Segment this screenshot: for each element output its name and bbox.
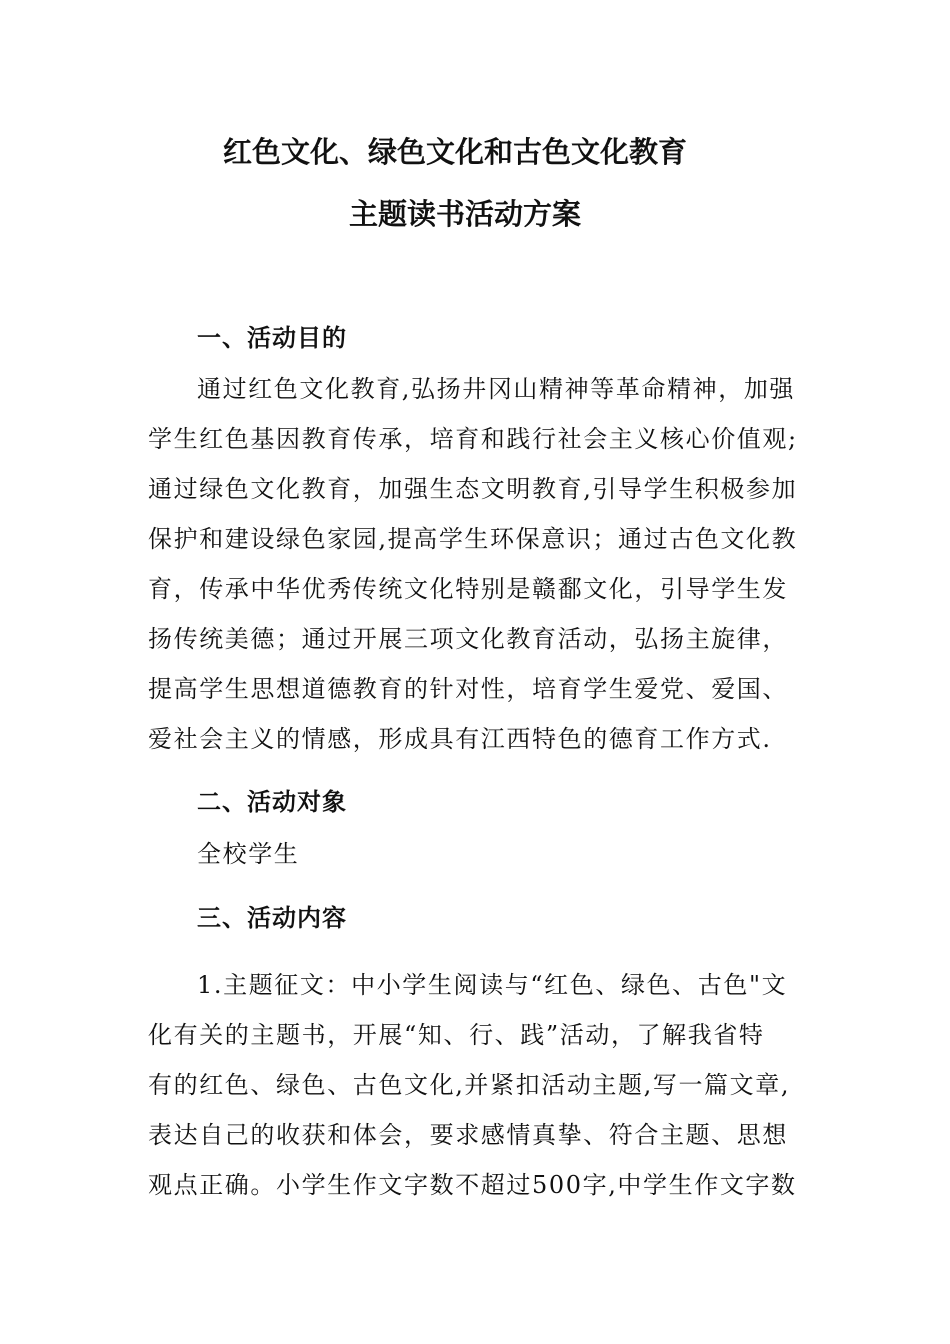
paragraph-line: 爱社会主义的情感，形成具有江西特色的德育工作方式.: [148, 725, 772, 753]
paragraph-line: 保护和建设绿色家园,提高学生环保意识；通过古色文化教: [148, 525, 798, 553]
section-heading-purpose: 一、活动目的: [197, 324, 347, 352]
paragraph-line: 通过绿色文化教育，加强生态文明教育,引导学生积极参加: [148, 475, 798, 503]
paragraph-line: 扬传统美德；通过开展三项文化教育活动，弘扬主旋律，: [148, 625, 788, 653]
paragraph-line: 有的红色、绿色、古色文化,并紧扣活动主题,写一篇文章,: [148, 1071, 791, 1099]
paragraph-line: 提高学生思想道德教育的针对性，培育学生爱党、爱国、: [148, 675, 788, 703]
paragraph-line: 学生红色基因教育传承，培育和践行社会主义核心价值观;: [148, 425, 798, 453]
paragraph-line: 观点正确。小学生作文字数不超过500字,中学生作文字数: [148, 1171, 797, 1199]
paragraph-line: 表达自己的收获和体会，要求感情真挚、符合主题、思想: [148, 1121, 788, 1149]
section-heading-target: 二、活动对象: [197, 788, 347, 816]
paragraph-line: 1.主题征文：中小学生阅读与“红色、绿色、古色"文: [197, 971, 788, 999]
document-title-line-2: 主题读书活动方案: [348, 197, 581, 231]
paragraph-line: 通过红色文化教育,弘扬井冈山精神等革命精神，加强: [197, 375, 796, 403]
paragraph-line: 化有关的主题书，开展“知、行、践”活动，了解我省特: [148, 1021, 765, 1049]
paragraph-line: 全校学生: [197, 840, 300, 868]
document-title-line-1: 红色文化、绿色文化和古色文化教育: [222, 135, 687, 169]
section-heading-content: 三、活动内容: [197, 904, 347, 932]
paragraph-line: 育，传承中华优秀传统文化特别是赣鄱文化，引导学生发: [148, 575, 788, 603]
